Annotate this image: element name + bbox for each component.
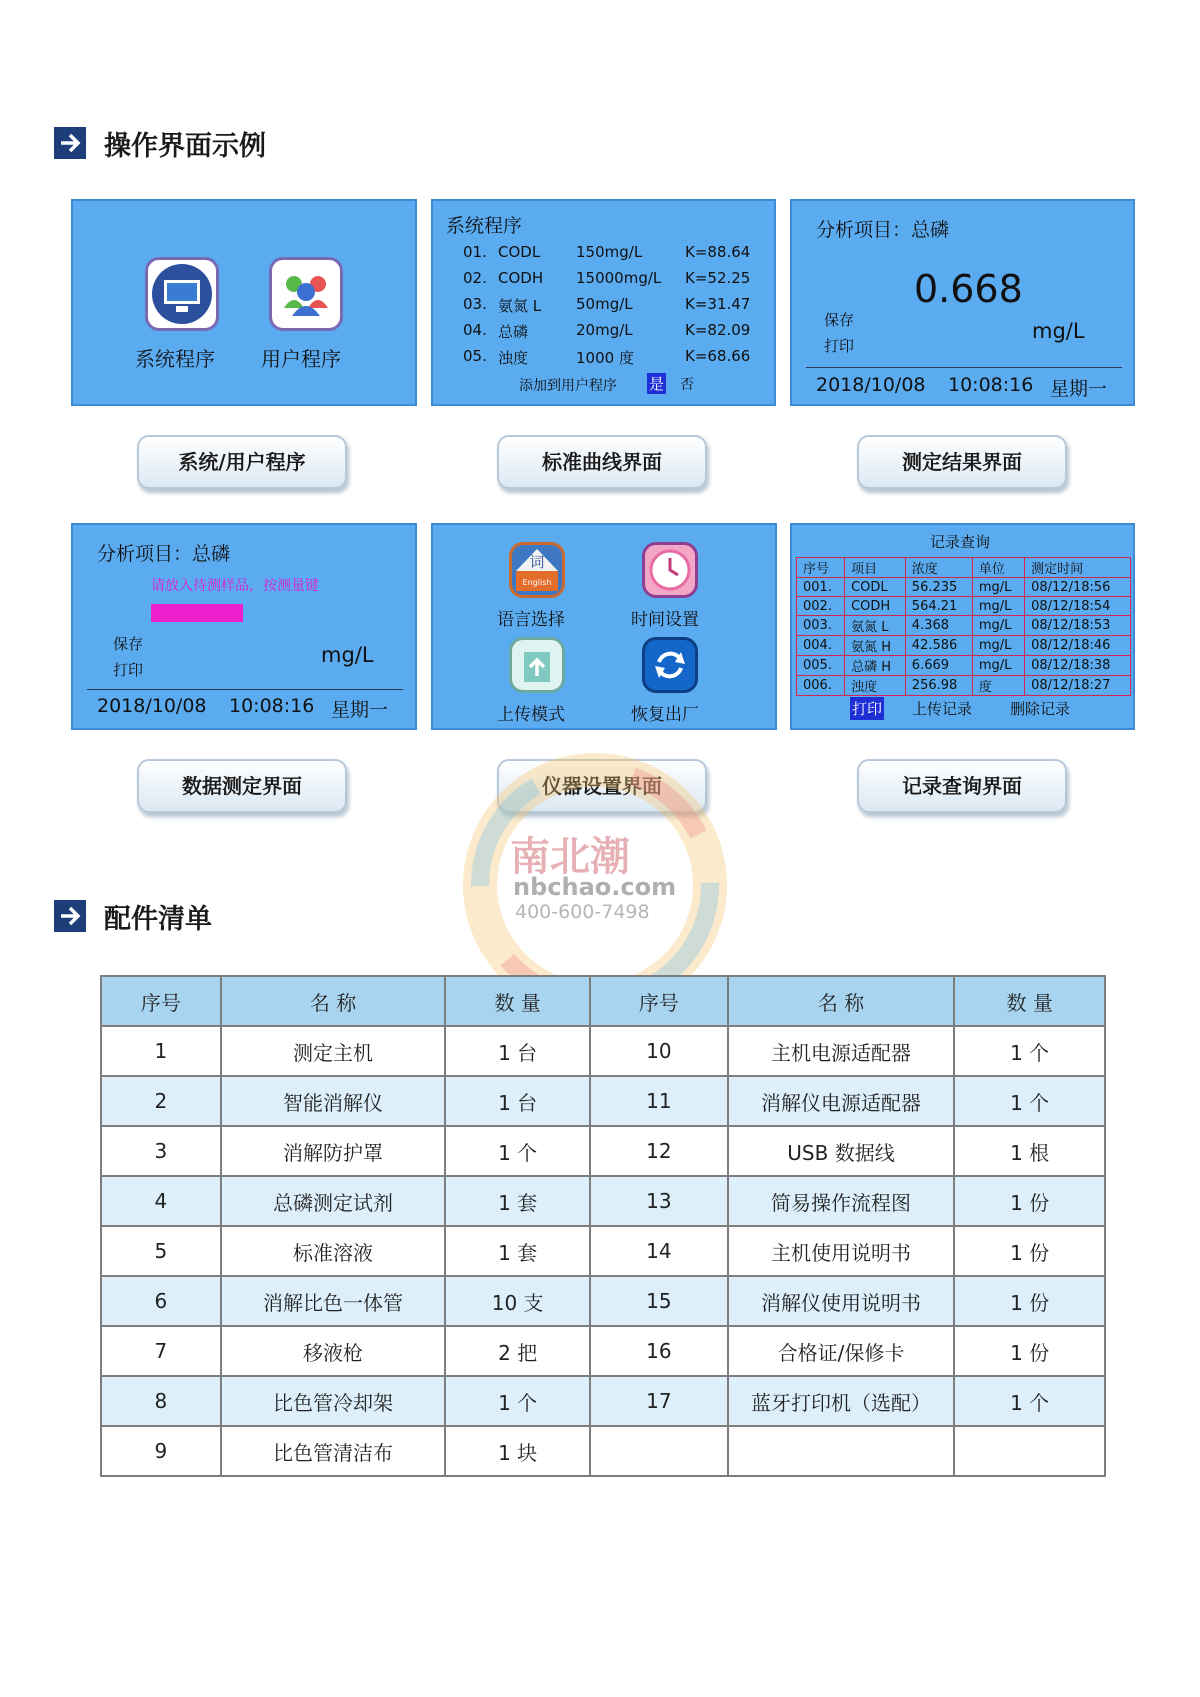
table-cell: 5 bbox=[101, 1226, 221, 1276]
table-cell: 10 bbox=[590, 1026, 728, 1076]
analysis-item: 分析项目：总磷 bbox=[97, 543, 231, 565]
table-cell: 消解仪使用说明书 bbox=[728, 1276, 955, 1326]
table-row bbox=[101, 1426, 1105, 1476]
table-cell: 2 bbox=[101, 1076, 221, 1126]
row-range: 1000 度 bbox=[576, 349, 634, 367]
factory-reset-icon[interactable] bbox=[642, 637, 698, 693]
header-cell: 序号 bbox=[101, 976, 221, 1026]
row-name: CODH bbox=[498, 269, 544, 287]
table-cell: 1 套 bbox=[445, 1176, 590, 1226]
standard-curve-button[interactable]: 标准曲线界面 bbox=[497, 435, 707, 489]
table-cell: 8 bbox=[101, 1376, 221, 1426]
table-cell: 1 个 bbox=[954, 1376, 1105, 1426]
header-cell: 名 称 bbox=[221, 976, 446, 1026]
record-cell: 42.586 bbox=[905, 636, 972, 656]
header-cell: 数 量 bbox=[954, 976, 1105, 1026]
record-header-cell: 测定时间 bbox=[1025, 558, 1131, 578]
record-cell: 005. bbox=[797, 656, 845, 676]
record-cell: mg/L bbox=[972, 656, 1024, 676]
header-cell: 名 称 bbox=[728, 976, 955, 1026]
language-icon-text: 词 bbox=[529, 553, 545, 571]
record-header-row bbox=[797, 558, 1131, 578]
table-cell: 9 bbox=[101, 1426, 221, 1476]
table-cell: 比色管冷却架 bbox=[221, 1376, 446, 1426]
table-cell bbox=[728, 1426, 955, 1476]
table-cell: 16 bbox=[590, 1326, 728, 1376]
record-cell: 004. bbox=[797, 636, 845, 656]
record-cell: 氨氮 H bbox=[845, 636, 906, 656]
row-no: 01. bbox=[463, 243, 487, 261]
record-cell: 006. bbox=[797, 676, 845, 696]
record-row[interactable] bbox=[797, 578, 1131, 597]
row-range: 150mg/L bbox=[576, 243, 643, 261]
row-no: 04. bbox=[463, 321, 487, 339]
delete-record-button[interactable]: 删除记录 bbox=[1010, 700, 1071, 718]
analysis-item: 分析项目：总磷 bbox=[816, 219, 950, 241]
record-row[interactable] bbox=[797, 597, 1131, 616]
table-cell bbox=[954, 1426, 1105, 1476]
save-option[interactable]: 保存 bbox=[113, 635, 144, 653]
table-cell bbox=[590, 1426, 728, 1476]
table-cell: 移液枪 bbox=[221, 1326, 446, 1376]
table-cell: 14 bbox=[590, 1226, 728, 1276]
print-option[interactable]: 打印 bbox=[113, 661, 144, 679]
record-cell: 浊度 bbox=[845, 676, 906, 696]
table-cell: 2 把 bbox=[445, 1326, 590, 1376]
table-cell: 13 bbox=[590, 1176, 728, 1226]
record-cell: 08/12/18:53 bbox=[1025, 616, 1131, 636]
table-cell: 4 bbox=[101, 1176, 221, 1226]
row-k: K=31.47 bbox=[685, 295, 751, 313]
table-row bbox=[101, 1126, 1105, 1176]
insert-sample-prompt: 请放入待测样品，按测量键 bbox=[151, 578, 319, 594]
record-cell: CODL bbox=[845, 578, 906, 597]
table-row bbox=[101, 1226, 1105, 1276]
table-cell: 1 bbox=[101, 1026, 221, 1076]
table-cell: USB 数据线 bbox=[728, 1126, 955, 1176]
no-option[interactable]: 否 bbox=[680, 377, 694, 393]
print-option[interactable]: 打印 bbox=[824, 337, 855, 355]
record-cell: 总磷 H bbox=[845, 656, 906, 676]
table-row bbox=[101, 1026, 1105, 1076]
instrument-settings-button[interactable]: 仪器设置界面 bbox=[497, 759, 707, 813]
record-cell: 564.21 bbox=[905, 597, 972, 616]
record-cell: mg/L bbox=[972, 578, 1024, 597]
screen-result bbox=[790, 199, 1135, 406]
user-program-icon[interactable] bbox=[269, 257, 343, 331]
watermark-domain: nbchao.com bbox=[513, 873, 677, 901]
record-query-button[interactable]: 记录查询界面 bbox=[857, 759, 1067, 813]
record-row[interactable] bbox=[797, 636, 1131, 656]
table-cell: 1 份 bbox=[954, 1326, 1105, 1376]
divider bbox=[806, 367, 1122, 368]
watermark-title: 南北潮 bbox=[510, 833, 630, 880]
weekday: 星期一 bbox=[1050, 378, 1108, 400]
row-no: 05. bbox=[463, 347, 487, 365]
table-row bbox=[101, 1376, 1105, 1426]
section-arrow-icon bbox=[54, 900, 86, 936]
table-cell: 1 个 bbox=[954, 1076, 1105, 1126]
section-arrow-icon bbox=[54, 127, 86, 163]
row-name: 氨氮 L bbox=[498, 297, 542, 315]
record-row[interactable] bbox=[797, 656, 1131, 676]
table-cell: 1 个 bbox=[954, 1026, 1105, 1076]
record-cell: 001. bbox=[797, 578, 845, 597]
table-cell: 6 bbox=[101, 1276, 221, 1326]
language-icon-subtext: English bbox=[522, 578, 552, 587]
table-cell: 7 bbox=[101, 1326, 221, 1376]
time: 10:08:16 bbox=[229, 695, 315, 717]
record-cell: 08/12/18:46 bbox=[1025, 636, 1131, 656]
row-name: 总磷 bbox=[498, 323, 529, 341]
upload-mode-label: 上传模式 bbox=[497, 705, 565, 725]
record-cell: 56.235 bbox=[905, 578, 972, 597]
section-title-interface: 操作界面示例 bbox=[104, 131, 266, 162]
record-header-cell: 浓度 bbox=[905, 558, 972, 578]
record-cell: mg/L bbox=[972, 616, 1024, 636]
time: 10:08:16 bbox=[948, 374, 1034, 396]
table-cell: 1 个 bbox=[445, 1126, 590, 1176]
record-header-cell: 序号 bbox=[797, 558, 845, 578]
record-header-cell: 单位 bbox=[972, 558, 1024, 578]
row-name: CODL bbox=[498, 243, 541, 261]
row-name: 浊度 bbox=[498, 349, 529, 367]
table-row bbox=[101, 1176, 1105, 1226]
result-value: 0.668 bbox=[914, 267, 1023, 311]
result-unit: mg/L bbox=[1032, 319, 1085, 343]
data-measurement-button[interactable]: 数据测定界面 bbox=[137, 759, 347, 813]
record-table bbox=[796, 557, 1131, 696]
yes-option[interactable]: 是 bbox=[649, 375, 665, 393]
record-cell: 08/12/18:56 bbox=[1025, 578, 1131, 597]
record-query-title: 记录查询 bbox=[930, 533, 991, 551]
table-cell: 10 支 bbox=[445, 1276, 590, 1326]
table-cell: 测定主机 bbox=[221, 1026, 446, 1076]
screen-measurement bbox=[71, 523, 417, 730]
row-k: K=82.09 bbox=[685, 321, 751, 339]
row-range: 15000mg/L bbox=[576, 269, 662, 287]
table-row bbox=[101, 1276, 1105, 1326]
table-cell: 简易操作流程图 bbox=[728, 1176, 955, 1226]
section-title-parts: 配件清单 bbox=[104, 904, 212, 935]
clock-icon[interactable] bbox=[642, 542, 698, 598]
record-cell: 08/12/18:27 bbox=[1025, 676, 1131, 696]
table-cell: 消解比色一体管 bbox=[221, 1276, 446, 1326]
table-cell: 标准溶液 bbox=[221, 1226, 446, 1276]
table-cell: 11 bbox=[590, 1076, 728, 1126]
result-screen-button[interactable]: 测定结果界面 bbox=[857, 435, 1067, 489]
table-cell: 1 个 bbox=[445, 1376, 590, 1426]
system-program-icon[interactable] bbox=[145, 257, 219, 331]
record-header-cell: 项目 bbox=[845, 558, 906, 578]
screen-record-query bbox=[790, 523, 1135, 730]
table-cell: 17 bbox=[590, 1376, 728, 1426]
weekday: 星期一 bbox=[331, 699, 389, 721]
result-unit: mg/L bbox=[321, 643, 374, 667]
table-cell: 主机使用说明书 bbox=[728, 1226, 955, 1276]
screen2-title: 系统程序 bbox=[446, 215, 523, 237]
date: 2018/10/08 bbox=[816, 374, 926, 396]
factory-reset-label: 恢复出厂 bbox=[631, 705, 699, 725]
table-cell: 蓝牙打印机（选配） bbox=[728, 1376, 955, 1426]
table-cell: 3 bbox=[101, 1126, 221, 1176]
add-to-user-label: 添加到用户程序 bbox=[519, 378, 617, 394]
watermark-phone: 400-600-7498 bbox=[515, 901, 650, 923]
record-cell: 氨氮 L bbox=[845, 616, 906, 636]
screen-standard-curve bbox=[431, 199, 776, 406]
table-cell: 主机电源适配器 bbox=[728, 1026, 955, 1076]
parts-table bbox=[100, 975, 1106, 1477]
table-cell: 智能消解仪 bbox=[221, 1076, 446, 1126]
record-row[interactable] bbox=[797, 616, 1131, 636]
upload-icon[interactable] bbox=[509, 637, 565, 693]
row-no: 03. bbox=[463, 295, 487, 313]
divider bbox=[87, 689, 403, 690]
record-cell: 08/12/18:38 bbox=[1025, 656, 1131, 676]
row-k: K=52.25 bbox=[685, 269, 751, 287]
save-option[interactable]: 保存 bbox=[824, 311, 855, 329]
record-cell: mg/L bbox=[972, 597, 1024, 616]
upload-record-button[interactable]: 上传记录 bbox=[912, 700, 973, 718]
record-cell: 002. bbox=[797, 597, 845, 616]
table-row bbox=[101, 1326, 1105, 1376]
record-cell: mg/L bbox=[972, 636, 1024, 656]
table-cell: 总磷测定试剂 bbox=[221, 1176, 446, 1226]
record-cell: 6.669 bbox=[905, 656, 972, 676]
table-cell: 1 份 bbox=[954, 1226, 1105, 1276]
row-k: K=68.66 bbox=[685, 347, 751, 365]
row-no: 02. bbox=[463, 269, 487, 287]
language-icon[interactable] bbox=[509, 542, 565, 598]
table-cell: 1 份 bbox=[954, 1276, 1105, 1326]
record-cell: CODH bbox=[845, 597, 906, 616]
table-cell: 12 bbox=[590, 1126, 728, 1176]
parts-header-row bbox=[101, 976, 1105, 1026]
system-program-label: 系统程序 bbox=[135, 347, 215, 371]
row-range: 50mg/L bbox=[576, 295, 633, 313]
table-cell: 消解仪电源适配器 bbox=[728, 1076, 955, 1126]
table-cell: 1 台 bbox=[445, 1076, 590, 1126]
table-cell: 15 bbox=[590, 1276, 728, 1326]
table-cell: 合格证/保修卡 bbox=[728, 1326, 955, 1376]
record-cell: 003. bbox=[797, 616, 845, 636]
table-cell: 1 块 bbox=[445, 1426, 590, 1476]
record-cell: 256.98 bbox=[905, 676, 972, 696]
row-range: 20mg/L bbox=[576, 321, 633, 339]
time-setting-label: 时间设置 bbox=[631, 610, 699, 630]
header-cell: 序号 bbox=[590, 976, 728, 1026]
table-cell: 1 套 bbox=[445, 1226, 590, 1276]
language-label: 语言选择 bbox=[497, 610, 565, 630]
table-cell: 1 份 bbox=[954, 1176, 1105, 1226]
header-cell: 数 量 bbox=[445, 976, 590, 1026]
record-cell: 08/12/18:54 bbox=[1025, 597, 1131, 616]
table-cell: 比色管清洁布 bbox=[221, 1426, 446, 1476]
screen-program-select bbox=[71, 199, 417, 406]
user-program-label: 用户程序 bbox=[261, 347, 341, 371]
record-row[interactable] bbox=[797, 676, 1131, 696]
record-cell: 度 bbox=[972, 676, 1024, 696]
record-cell: 4.368 bbox=[905, 616, 972, 636]
system-user-program-button[interactable]: 系统/用户程序 bbox=[137, 435, 347, 489]
date: 2018/10/08 bbox=[97, 695, 207, 717]
table-row bbox=[101, 1076, 1105, 1126]
table-cell: 1 根 bbox=[954, 1126, 1105, 1176]
screen-settings bbox=[431, 523, 777, 730]
row-k: K=88.64 bbox=[685, 243, 751, 261]
progress-indicator bbox=[151, 604, 243, 622]
table-cell: 1 台 bbox=[445, 1026, 590, 1076]
table-cell: 消解防护罩 bbox=[221, 1126, 446, 1176]
print-record-button[interactable]: 打印 bbox=[850, 697, 884, 720]
